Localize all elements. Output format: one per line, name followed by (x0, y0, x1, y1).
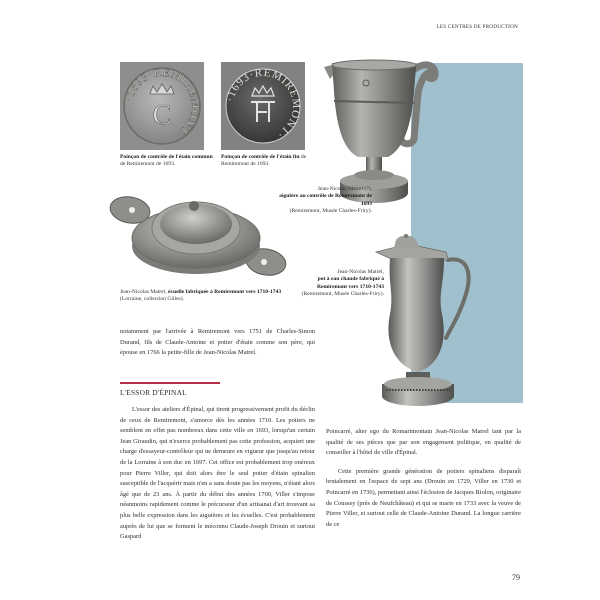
paragraph-premiere-generation: Cette première grande génération de potiers spinaliens disparaît brutalement en l'espace de sept ans (Drouin en 1729, Viller en 1730 et Poincarré en 1736), permettant ainsi l'éclosion de Jacques Riolon, originaire de Coussey (près de Neufchâteau) et qui se marie en 1733 avec la veuve de Pierre Viller, et surtout celle de Claude-Antoine Durand. La longue carrière de ce (326, 467, 521, 528)
caption-bold: Poinçon de contrôle de l'étain commun (120, 154, 213, 160)
caption-text: de Remiremont de 1693. (120, 161, 176, 168)
paragraph-matrel-durand: notamment par l'arrivée à Remiremont vers 1751 de Charles-Simon Durand, fils de Claude-Antoine et potier d'étain comme son père, qui épouse en 1766 la petite-fille de Jean-Nicolas Matrel. (120, 328, 315, 357)
caption-stamp-fine (221, 154, 317, 169)
section-heading: L'ESSOR D'ÉPINAL (120, 388, 187, 397)
caption-stamp-common (120, 154, 216, 169)
stamp-legend: ·1693·REMIREMONT· (123, 66, 202, 141)
caption-text: Jean-Nicolas Matrel (?), (317, 186, 372, 192)
caption-text: (Lorraine, collection Gilles). (120, 296, 184, 303)
running-head: LES CENTRES DE PRODUCTION (436, 24, 518, 30)
stamp-legend: ·1693·REMIREMONT· (224, 66, 303, 141)
caption-text: (Remiremont, Musée Charles-Friry). (301, 291, 384, 298)
section-divider (120, 382, 220, 384)
stamp-photo-fine (221, 62, 305, 150)
pot-eau-chaude-photo (368, 234, 478, 414)
stamp-photo-common (120, 62, 204, 150)
caption-bold: écuelle fabriquée à Remiremont vers 1710-1743 (168, 289, 282, 295)
stamp-c-image (120, 62, 204, 150)
caption-pot-eau-chaude (288, 269, 384, 299)
paragraph-essor-epinal: L'essor des ateliers d'Épinal, qui tirent progressivement profit du déclin de ceux de Remiremont, s'amorce dès les années 1710. Les potiers ne semblent en effet pas nombreux dans cette ville en 1693, lorsqu'un certain Jean Giraudin, qui n'exerce probablement pas cette profession, acquiert une charge d'essayeur-contrôleur qui ne demeure en vigueur que jusqu'au retour de la Lorraine à son duc en 1697. Cet office est probablement trop onéreux pour Pierre Viller, qui doit alors être le seul potier d'étain spinalien susceptible de l'acquérir mais n'en a sans doute pas les moyens, n'étant alors âgé que de 23 ans. À partir du début des années 1700, Viller s'impose néanmoins rapidement comme le précurseur d'un artisanat d'art trouvant sa plus belle expression dans les aiguières et les écuelles. C'est probablement auprès de lui que se forment le méconnu Claude-Joseph Drouin et surtout Gaspard (120, 406, 315, 541)
caption-text: Jean-Nicolas Matrel, (337, 269, 384, 275)
page-number: 79 (512, 573, 520, 582)
caption-bold: aiguière au contrôle de Remiremont de 1693 (279, 193, 372, 207)
caption-ecuelle (120, 289, 290, 304)
paragraph-poincarre: Poincarré, alter ego du Romarimontain Jean-Nicolas Matrel tant par la qualité de ses pièces que par son engagement politique, en qualité de conseiller à l'hôtel de ville d'Épinal. (326, 428, 521, 457)
jug-image (368, 234, 478, 414)
caption-text: Jean-Nicolas Matrel, (120, 289, 168, 295)
ecuelle-image (108, 186, 288, 284)
stamp-f-image (221, 62, 305, 150)
ecuelle-photo (108, 186, 288, 284)
right-column (326, 427, 521, 530)
caption-text: de Remiremont de 1693. (221, 154, 307, 168)
caption-bold: Poinçon de contrôle de l'étain fin (221, 154, 300, 160)
svg-text:C: C (152, 100, 172, 131)
caption-text: (Remiremont, Musée Charles-Friry). (289, 208, 372, 215)
caption-bold: pot à eau chaude fabriqué à Remiremont vers 1710-1743 (316, 276, 384, 290)
